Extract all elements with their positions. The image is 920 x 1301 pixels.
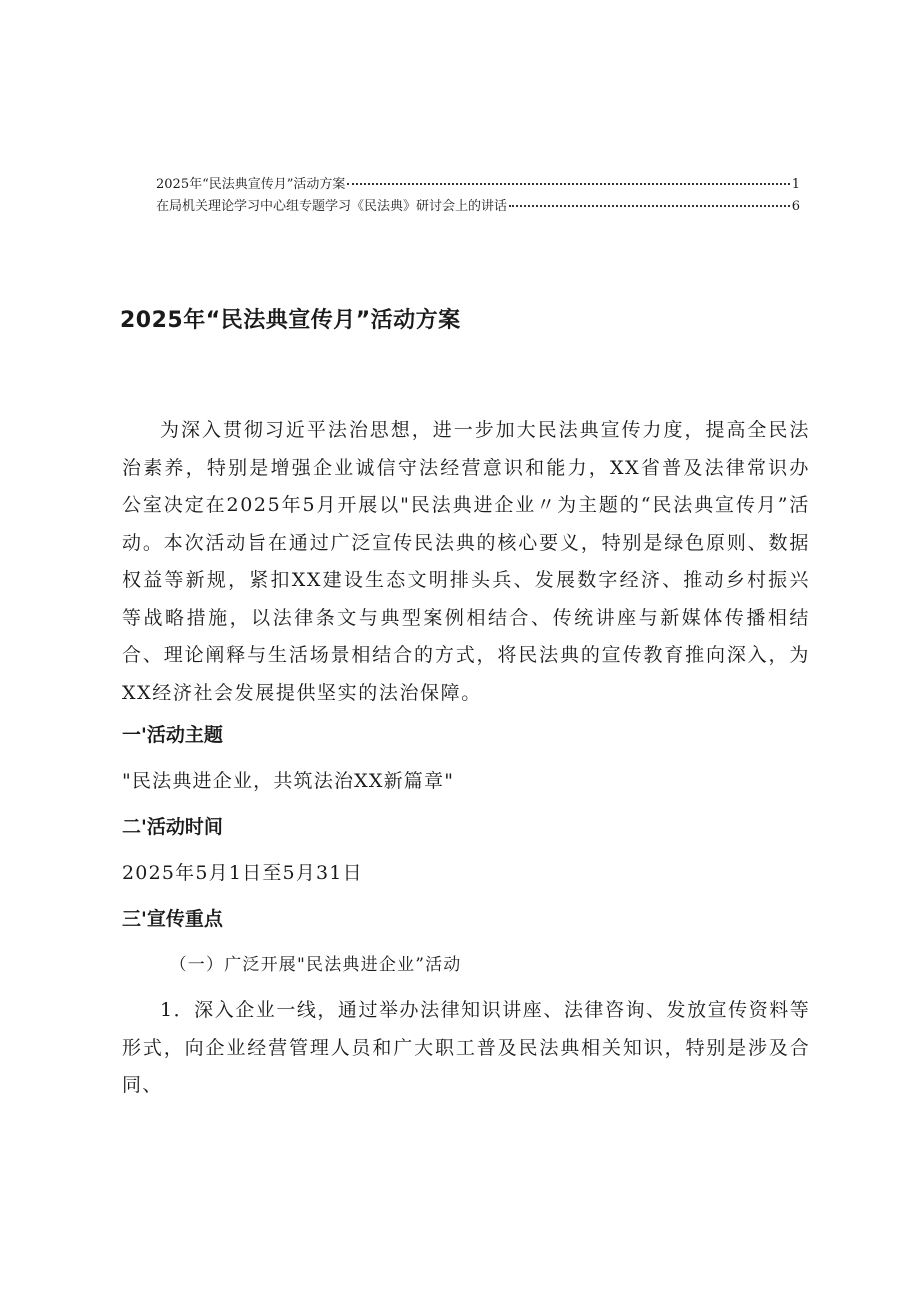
list-item: 1．深入企业一线，通过举办法律知识讲座、法律咨询、发放宣传资料等形式，向企业经营管理人员和广大职工普及民法典相关知识，特别是涉及合同、 [122,999,810,1096]
toc-dot-leader [347,183,789,185]
document-title: 2025年“民法典宣传月”活动方案 [120,308,461,333]
section-heading-theme: 一'活动主题 [122,724,223,746]
document-body [122,412,810,1105]
toc-entry-title: 在局机关理论学习中心组专题学习《民法典》研讨会上的讲话 [156,199,508,214]
subsection-heading: （一）广泛开展"民法典进企业”活动 [169,955,462,975]
section-heading-focus: 三'宣传重点 [122,908,223,930]
toc-entry-title: 2025年“民法典宣传月”活动方案 [156,177,346,192]
toc-entry-2[interactable] [156,196,800,218]
toc-entry-page: 1 [791,177,800,192]
activity-time-text: 2025年5月1日至5月31日 [122,862,363,884]
toc-dot-leader [509,205,790,207]
toc-entry-1[interactable] [156,174,800,196]
toc-entry-page: 6 [791,199,800,214]
table-of-contents [156,174,800,218]
section-heading-time: 二'活动时间 [122,816,223,838]
intro-paragraph: 为深入贯彻习近平法治思想，进一步加大民法典宣传力度，提高全民法治素养，特别是增强企业诚信守法经营意识和能力，XX省普及法律常识办公室决定在2025年5月开展以"民法典进企业〃为主题的“民法典宣传月”活动。本次活动旨在通过广泛宣传民法典的核心要义，特别是绿色原则、数据权益等新规，紧扣XX建设生态文明排头兵、发展数字经济、推动乡村振兴等战略措施，以法律条文与典型案例相结合、传统讲座与新媒体传播相结合、理论阐释与生活场景相结合的方式，将民法典的宣传教育推向深入，为XX经济社会发展提供坚实的法治保障。 [122,419,810,704]
activity-theme-text: "民法典进企业，共筑法治XX新篇章" [122,770,455,792]
